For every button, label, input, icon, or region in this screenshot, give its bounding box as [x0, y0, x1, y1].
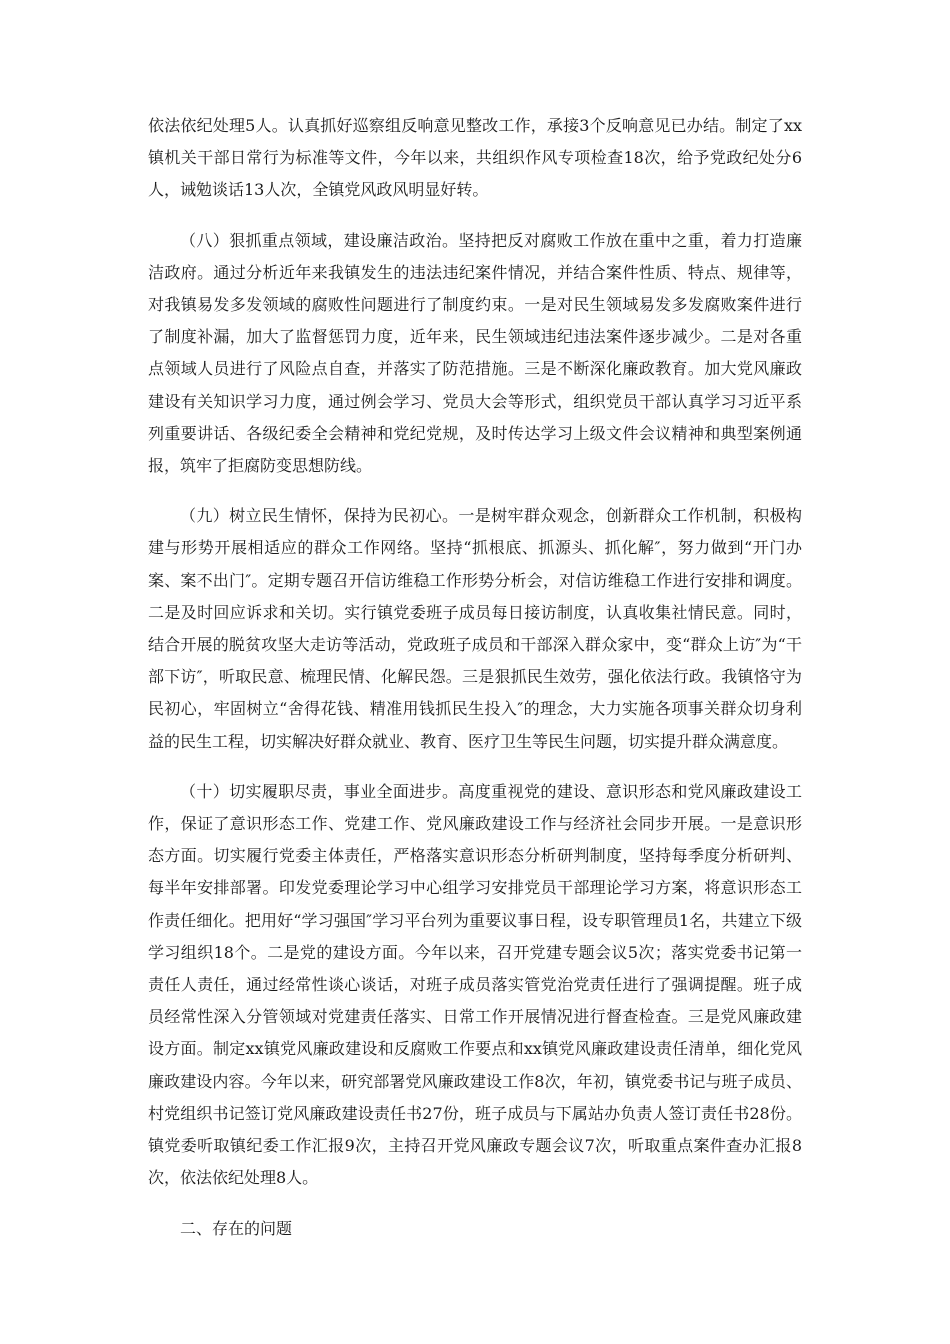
document-page	[148, 110, 802, 1245]
paragraph-section-8-clean-politics: （八）狠抓重点领域，建设廉洁政治。坚持把反对腐败工作放在重中之重，着力打造廉洁政府。通过分析近年来我镇发生的违法违纪案件情况，并结合案件性质、特点、规律等，对我镇易发多发领域的腐败性问题进行了制度约束。一是对民生领域易发多发腐败案件进行了制度补漏，加大了监督惩罚力度，近年来，民生领域违纪违法案件逐步减少。二是对各重点领域人员进行了风险点自查，并落实了防范措施。三是不断深化廉政教育。加大党风廉政建设有关知识学习力度，通过例会学习、党员大会等形式，组织党员干部认真学习习近平系列重要讲话、各级纪委全会精神和党纪党规，及时传达学习上级文件会议精神和典型案例通报，筑牢了拒腐防变思想防线。	[148, 230, 802, 476]
paragraph-section-10-duties: （十）切实履职尽责，事业全面进步。高度重视党的建设、意识形态和党风廉政建设工作，保证了意识形态工作、党建工作、党风廉政建设工作与经济社会同步开展。一是意识形态方面。切实履行党委主体责任，严格落实意识形态分析研判制度，坚持每季度分析研判、每半年安排部署。印发党委理论学习中心组学习安排党员干部理论学习方案，将意识形态工作责任细化。把用好“学习强国″学习平台列为重要议事日程，设专职管理员1名，共建立下级学习组织18个。二是党的建设方面。今年以来，召开党建专题会议5次；落实党委书记第一责任人责任，通过经常性谈心谈话，对班子成员落实管党治党责任进行了强调提醒。班子成员经常性深入分管领域对党建责任落实、日常工作开展情况进行督查检查。三是党风廉政建设方面。制定xx镇党风廉政建设和反腐败工作要点和xx镇党风廉政建设责任清单，细化党风廉政建设内容。今年以来，研究部署党风廉政建设工作8次，年初，镇党委书记与班子成员、村党组织书记签订党风廉政建设责任书27份，班子成员与下属站办负责人签订责任书28份。镇党委听取镇纪委工作汇报9次，主持召开党风廉政专题会议7次，听取重点案件查办汇报8次，依法依纪处理8人。	[148, 781, 802, 1188]
paragraph-section-9-livelihood: （九）树立民生情怀，保持为民初心。一是树牢群众观念，创新群众工作机制，积极构建与形势开展相适应的群众工作网络。坚持“抓根底、抓源头、抓化解″，努力做到“开门办案、案不出门″。定期专题召开信访维稳工作形势分析会，对信访维稳工作进行安排和调度。二是及时回应诉求和关切。实行镇党委班子成员每日接访制度，认真收集社情民意。同时，结合开展的脱贫攻坚大走访等活动，党政班子成员和干部深入群众家中，变“群众上访″为“干部下访″，听取民意、梳理民情、化解民怨。三是狠抓民生效劳，强化依法行政。我镇恪守为民初心，牢固树立“舍得花钱、精准用钱抓民生投入″的理念，大力实施各项事关群众切身利益的民生工程，切实解决好群众就业、教育、医疗卫生等民生问题，切实提升群众满意度。	[148, 506, 802, 751]
section-heading-existing-problems: 二、存在的问题	[180, 1218, 293, 1238]
paragraph-discipline-results: 依法依纪处理5人。认真抓好巡察组反响意见整改工作，承接3个反响意见已办结。制定了xx镇机关干部日常行为标准等文件，今年以来，共组织作风专项检查18次，给予党政纪处分6人，诫勉谈话13人次，全镇党风政风明显好转。	[148, 116, 802, 200]
